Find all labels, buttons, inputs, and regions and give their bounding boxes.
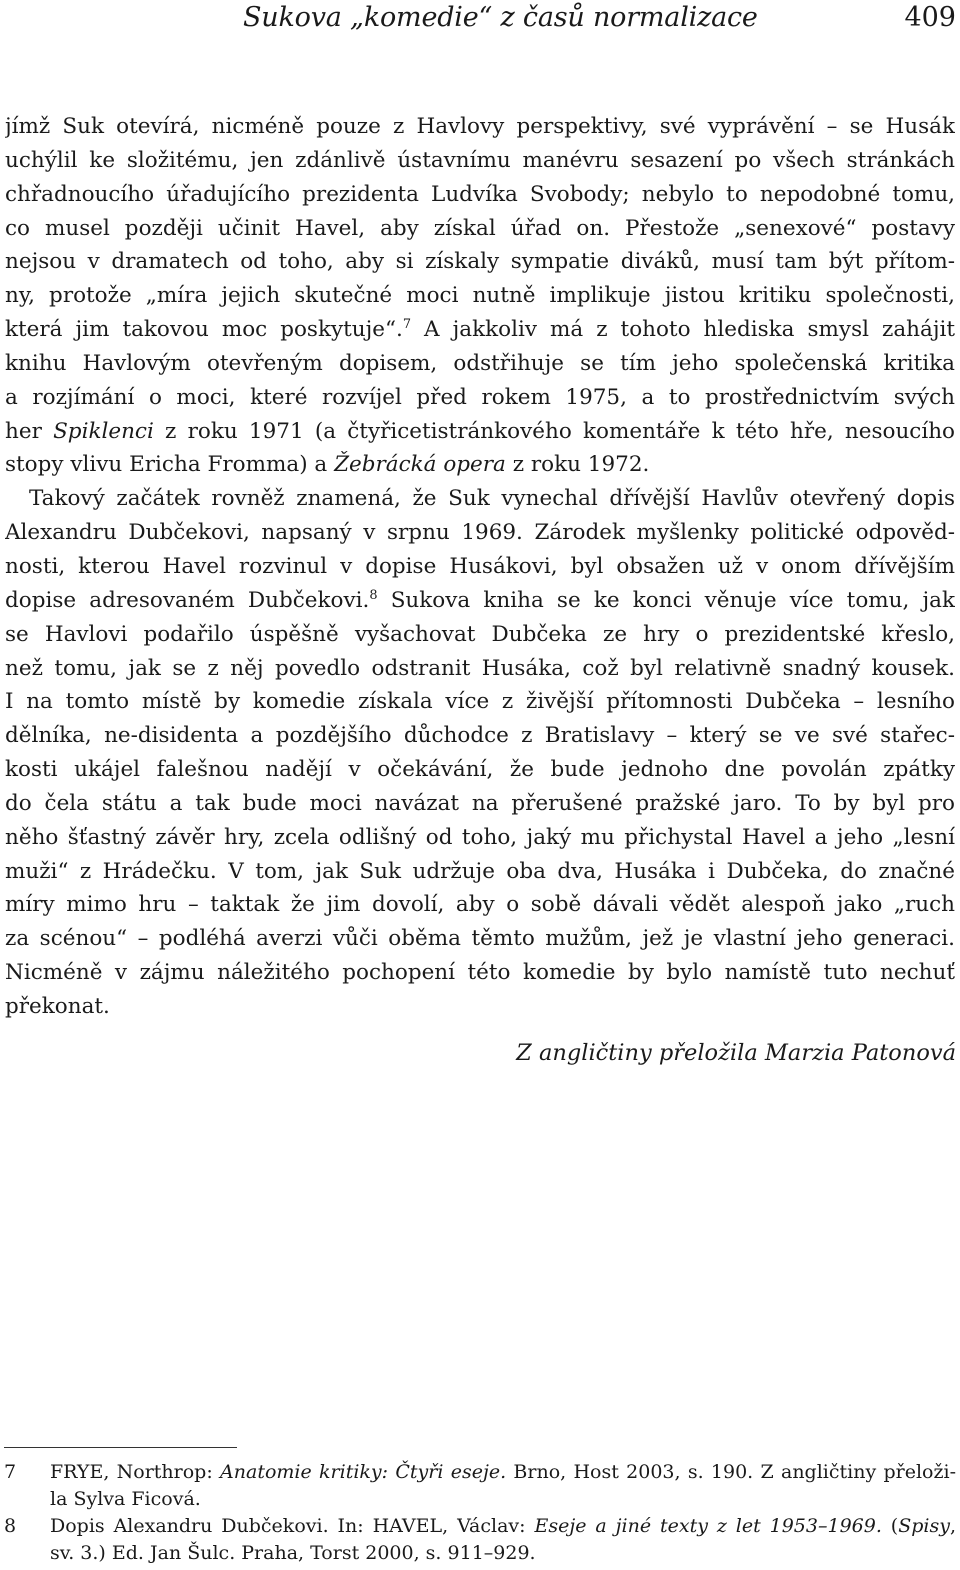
text-span: ( xyxy=(881,1515,899,1537)
text-line: knihu Havlovým otevřeným dopisem, odstřihuje se tím jeho společenská kritika xyxy=(5,350,955,376)
text-span: Brno, Host 2003, s. 190. Z angličtiny přeloži- xyxy=(506,1461,956,1483)
footnote-line: sv. 3.) Ed. Jan Šulc. Praha, Torst 2000, s. 911–929. xyxy=(50,1542,536,1564)
work-title-zebracka-opera: Žebrácká opera xyxy=(334,452,506,478)
text-line: Alexandru Dubčekovi, napsaný v srpnu 1969. Zárodek myšlenky politické odpověd- xyxy=(5,520,955,546)
text-line: I na tomto místě by komedie získala více z živější přítomnosti Dubčeka – lesního xyxy=(5,689,955,715)
text-span: z roku 1972. xyxy=(505,452,650,478)
text-line: míry mimo hru – taktak že jim dovolí, aby o sobě dávali vědět alespoň jako „ruch xyxy=(5,892,955,918)
text-span: Sukova kniha se ke konci věnuje více tomu, jak xyxy=(377,587,955,613)
text-span: FRYE, Northrop: xyxy=(50,1461,221,1483)
text-line: se Havlovi podařilo úspěšně vyšachovat Dubčeka ze hry o prezidentské křeslo, xyxy=(5,621,955,647)
footnote-separator xyxy=(4,1447,237,1448)
series-title: Spisy xyxy=(898,1515,950,1537)
text-line xyxy=(5,448,955,482)
page-number: 409 xyxy=(904,2,956,33)
text-line: kosti ukájel falešnou nadějí v očekávání, že bude jednoho dne povolán zpátky xyxy=(5,757,955,783)
body-text xyxy=(5,110,955,1024)
text-line xyxy=(5,313,955,347)
text-span: z roku 1971 (a čtyřicetistránkového komentáře k této hře, nesoucího xyxy=(153,418,955,444)
work-title: Anatomie kritiky: Čtyři eseje. xyxy=(220,1461,507,1483)
text-line: nejsou v dramatech od toho, aby si získaly sympatie diváků, musí tam být přítom- xyxy=(5,249,955,275)
footnote-line xyxy=(50,1459,956,1486)
translator-credit: Z angličtiny přeložila Marzia Patonová xyxy=(516,1040,956,1066)
text-line xyxy=(5,584,955,618)
text-line: uchýlil ke složitému, jen zdánlivě ústavnímu manévru sesazení po všech stránkách xyxy=(5,147,955,173)
text-line: za scénou“ – podléhá averzi vůči oběma těmto mužům, jež je vlastní jeho generaci. xyxy=(5,926,955,952)
text-span: dopise adresovaném Dubčekovi. xyxy=(5,587,370,613)
text-line: chřadnoucího úřadujícího prezidenta Ludvíka Svobody; nebylo to nepodobné tomu, xyxy=(5,181,955,207)
text-span: A jakkoliv má z tohoto hlediska smysl zahájit xyxy=(411,317,955,343)
text-span: která jim takovou moc poskytuje“. xyxy=(5,317,403,343)
text-line: muži“ z Hrádečku. V tom, jak Suk udržuje oba dva, Husáka i Dubčeka, do značné xyxy=(5,858,955,884)
text-line: jímž Suk otevírá, nicméně pouze z Havlovy perspektivy, své vyprávění – se Husák xyxy=(5,114,955,139)
text-line: než tomu, jak se z něj povedlo odstranit Husáka, což byl relativně snadný kousek. xyxy=(5,655,955,681)
text-line xyxy=(5,415,955,449)
text-span: stopy vlivu Ericha Fromma) a xyxy=(5,452,335,478)
page-header xyxy=(0,0,960,40)
footnote-7 xyxy=(4,1459,956,1513)
running-title: Sukova „komedie“ z časů normalizace xyxy=(243,2,758,33)
work-title-spiklenci: Spiklenci xyxy=(53,418,154,444)
text-line: co musel později učinit Havel, aby získal úřad on. Přestože „senexové“ postavy xyxy=(5,215,955,241)
text-span: Dopis Alexandru Dubčekovi. In: HAVEL, Václav: xyxy=(50,1515,535,1537)
footnotes xyxy=(4,1459,956,1567)
footnote-ref-7: 7 xyxy=(402,317,412,333)
text-line: a rozjímání o moci, které rozvíjel před rokem 1975, a to prostřednictvím svých xyxy=(5,384,955,410)
text-span: her xyxy=(5,418,54,444)
footnote-line xyxy=(50,1513,956,1540)
footnote-line: la Sylva Ficová. xyxy=(50,1488,201,1510)
text-line: Takový začátek rovněž znamená, že Suk vynechal dřívější Havlův otevřený dopis xyxy=(29,486,955,512)
footnote-number: 8 xyxy=(4,1515,17,1537)
footnote-8 xyxy=(4,1513,956,1567)
text-line: nosti, kterou Havel rozvinul v dopise Husákovi, byl obsažen už v onom dřívějším xyxy=(5,553,955,579)
text-span: , xyxy=(949,1515,956,1537)
text-line: dělníka, ne-disidenta a pozdějšího důchodce z Bratislavy – který se ve své stařec- xyxy=(5,723,955,749)
text-line: do čela státu a tak bude moci navázat na přerušené pražské jaro. To by byl pro xyxy=(5,790,955,816)
text-line: Nicméně v zájmu náležitého pochopení této komedie by bylo namístě tuto nechuť xyxy=(5,960,955,986)
text-line: překonat. xyxy=(5,993,110,1019)
text-line: ny, protože „míra jejich skutečné moci nutně implikuje jistou kritiku společnosti, xyxy=(5,283,955,309)
footnote-ref-8: 8 xyxy=(369,588,378,604)
work-title: Eseje a jiné texty z let 1953–1969. xyxy=(534,1515,882,1537)
footnote-number: 7 xyxy=(4,1461,17,1483)
text-line: něho šťastný závěr hry, zcela odlišný od toho, jaký mu přichystal Havel a jeho „lesní xyxy=(5,824,955,850)
